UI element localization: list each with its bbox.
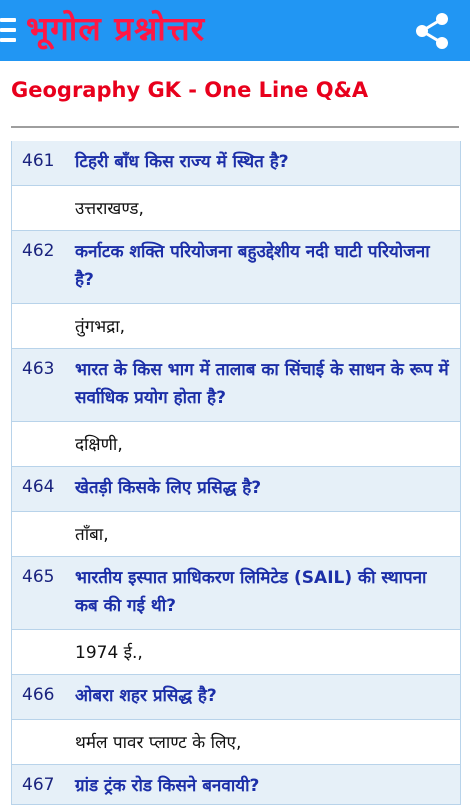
answer-text: तुंगभद्रा, xyxy=(75,317,126,337)
question-number: 462 xyxy=(22,241,55,261)
answer-text: थर्मल पावर प्लाण्ट के लिए, xyxy=(75,733,242,753)
share-icon[interactable] xyxy=(412,11,452,51)
question-text: टिहरी बाँध किस राज्य में स्थित है? xyxy=(75,152,289,172)
answer-row xyxy=(12,720,460,765)
question-text: ग्रांड ट्रंक रोड किसने बनवायी? xyxy=(75,776,260,796)
answer-row xyxy=(12,422,460,467)
question-number: 461 xyxy=(22,151,55,171)
question-row[interactable] xyxy=(12,231,460,304)
app-bar xyxy=(0,0,470,61)
answer-row xyxy=(12,186,460,231)
question-text: कर्नाटक शक्ति परियोजना बहुउद्देशीय नदी घाटी परियोजना है? xyxy=(75,242,430,290)
page-heading: Geography GK - One Line Q&A xyxy=(11,78,369,102)
question-text: खेतड़ी किसके लिए प्रसिद्ध है? xyxy=(75,478,262,498)
question-text: भारत के किस भाग में तालाब का सिंचाई के साधन के रूप में सर्वाधिक प्रयोग होता है? xyxy=(75,360,449,408)
question-row[interactable] xyxy=(12,675,460,720)
answer-text: उत्तराखण्ड, xyxy=(75,199,144,219)
question-text: ओबरा शहर प्रसिद्ध है? xyxy=(75,686,217,706)
qa-list[interactable] xyxy=(11,141,461,805)
answer-text: दक्षिणी, xyxy=(75,435,123,455)
question-row[interactable] xyxy=(12,141,460,186)
answer-text: 1974 ई., xyxy=(75,643,143,663)
answer-row xyxy=(12,304,460,349)
question-number: 466 xyxy=(22,685,55,705)
question-row[interactable] xyxy=(12,557,460,630)
question-row[interactable] xyxy=(12,765,460,805)
question-number: 465 xyxy=(22,567,55,587)
menu-icon[interactable] xyxy=(0,18,16,42)
question-text: भारतीय इस्पात प्राधिकरण लिमिटेड (SAIL) की स्थापना कब की गई थी? xyxy=(75,568,427,616)
app-title: भूगोल प्रश्नोत्तर xyxy=(26,9,206,48)
question-number: 464 xyxy=(22,477,55,497)
answer-row xyxy=(12,630,460,675)
answer-text: ताँबा, xyxy=(75,525,109,545)
question-row[interactable] xyxy=(12,467,460,512)
question-number: 467 xyxy=(22,775,55,795)
divider xyxy=(11,126,459,128)
question-number: 463 xyxy=(22,359,55,379)
question-row[interactable] xyxy=(12,349,460,422)
answer-row xyxy=(12,512,460,557)
